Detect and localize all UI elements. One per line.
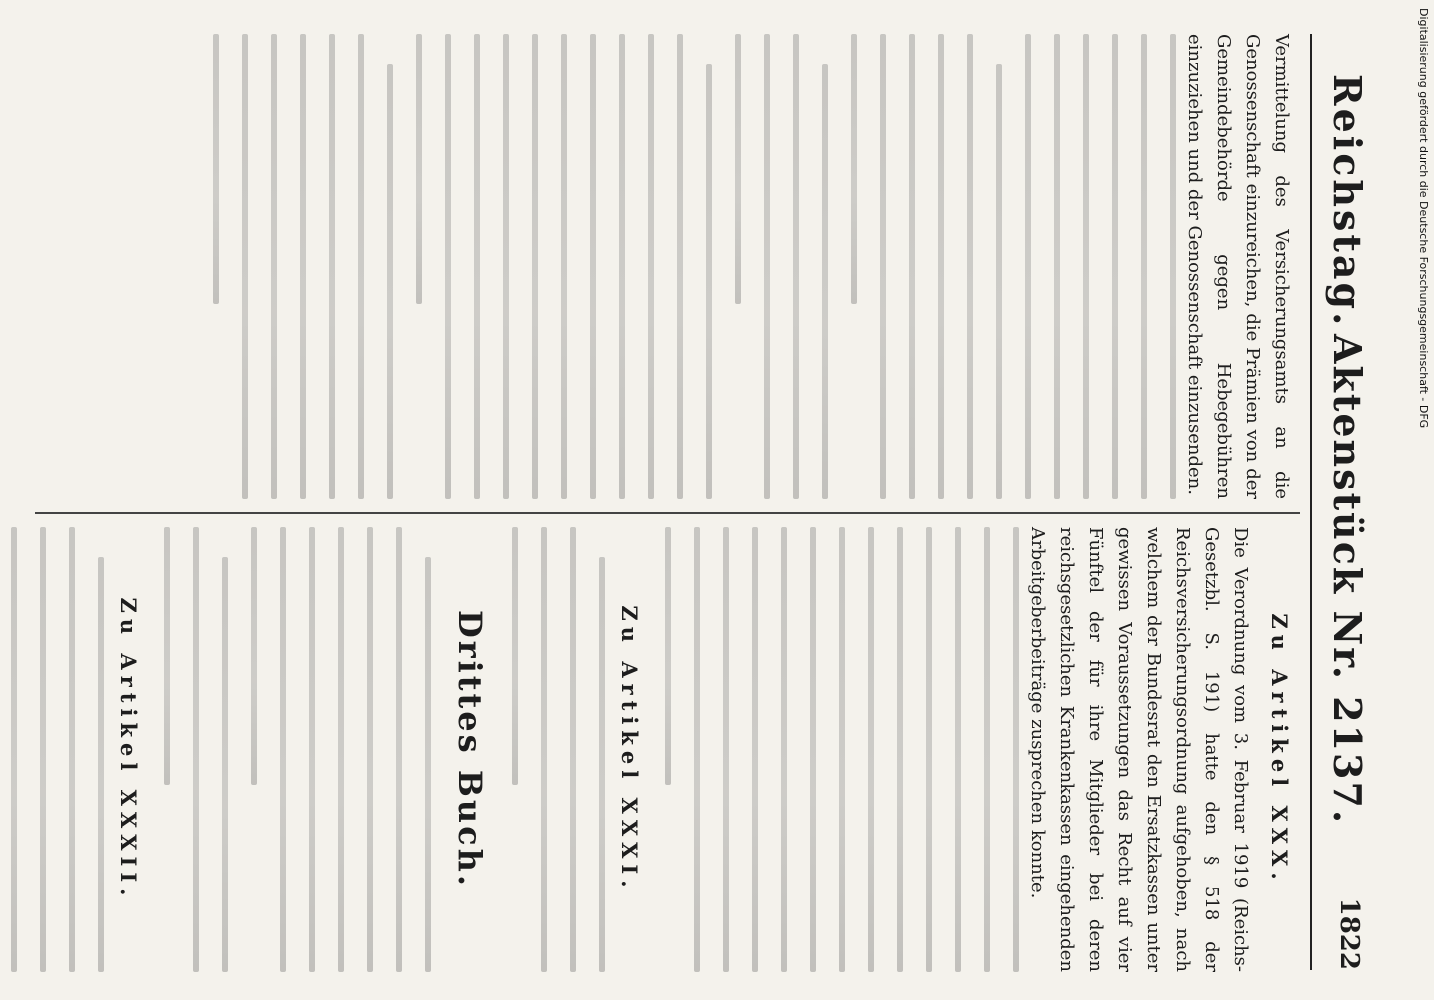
article-30-heading: Zu Artikel XXX.: [1267, 613, 1292, 886]
dfg-credit-strip: [1418, 8, 1434, 992]
running-head: Reichstag.: [1325, 74, 1370, 329]
second-column-text-lines: [213, 34, 1176, 499]
document-page: [25, 22, 1380, 982]
article-30-opening-paragraph: Die Verordnung vom 3. Februar 1919 (Reichs-Gesetzbl. S. 191) hatte den § 518 der Reichsversicherungsordnung aufgehoben, nach welchem der Bundesrat den Ersatzkassen unter gewissen Voraussetzungen das Recht auf vier Fünftel der für ihre Mitglieder bei deren reichsgesetzlichen Krankenkassen eingehenden Arbeitgeberbeiträge zusprechen konnte.: [1027, 527, 1251, 972]
article-31-text-lines: [512, 527, 605, 972]
continued-paragraph-opening: Vermittelung des Versicherungsamts an die Genossenschaft einzureichen, die Prämien von der Gemeindebehörde gegen Hebegebühren einzuziehen und der Genossenschaft einzusenden.: [1184, 34, 1292, 499]
dfg-credit-text: Digitalisierung gefördert durch die Deutsche Forschungsgemeinschaft - DFG: [1417, 8, 1430, 429]
article-31-heading: Zu Artikel XXXI.: [617, 605, 642, 894]
first-text-column: [38, 527, 1296, 972]
book-3-heading: Drittes Buch.: [451, 609, 489, 890]
article-32-text-lines: [0, 527, 104, 972]
page-header: [1310, 34, 1372, 970]
document-number: Aktenstück Nr. 2137.: [1325, 334, 1370, 826]
page-number: 1822: [1334, 897, 1364, 970]
article-32-heading: Zu Artikel XXXII.: [116, 597, 141, 902]
second-text-column: [38, 34, 1296, 499]
book-3-text-lines: [164, 527, 431, 972]
column-divider: [35, 512, 1300, 514]
article-30-remaining-text-lines: [665, 527, 1019, 972]
